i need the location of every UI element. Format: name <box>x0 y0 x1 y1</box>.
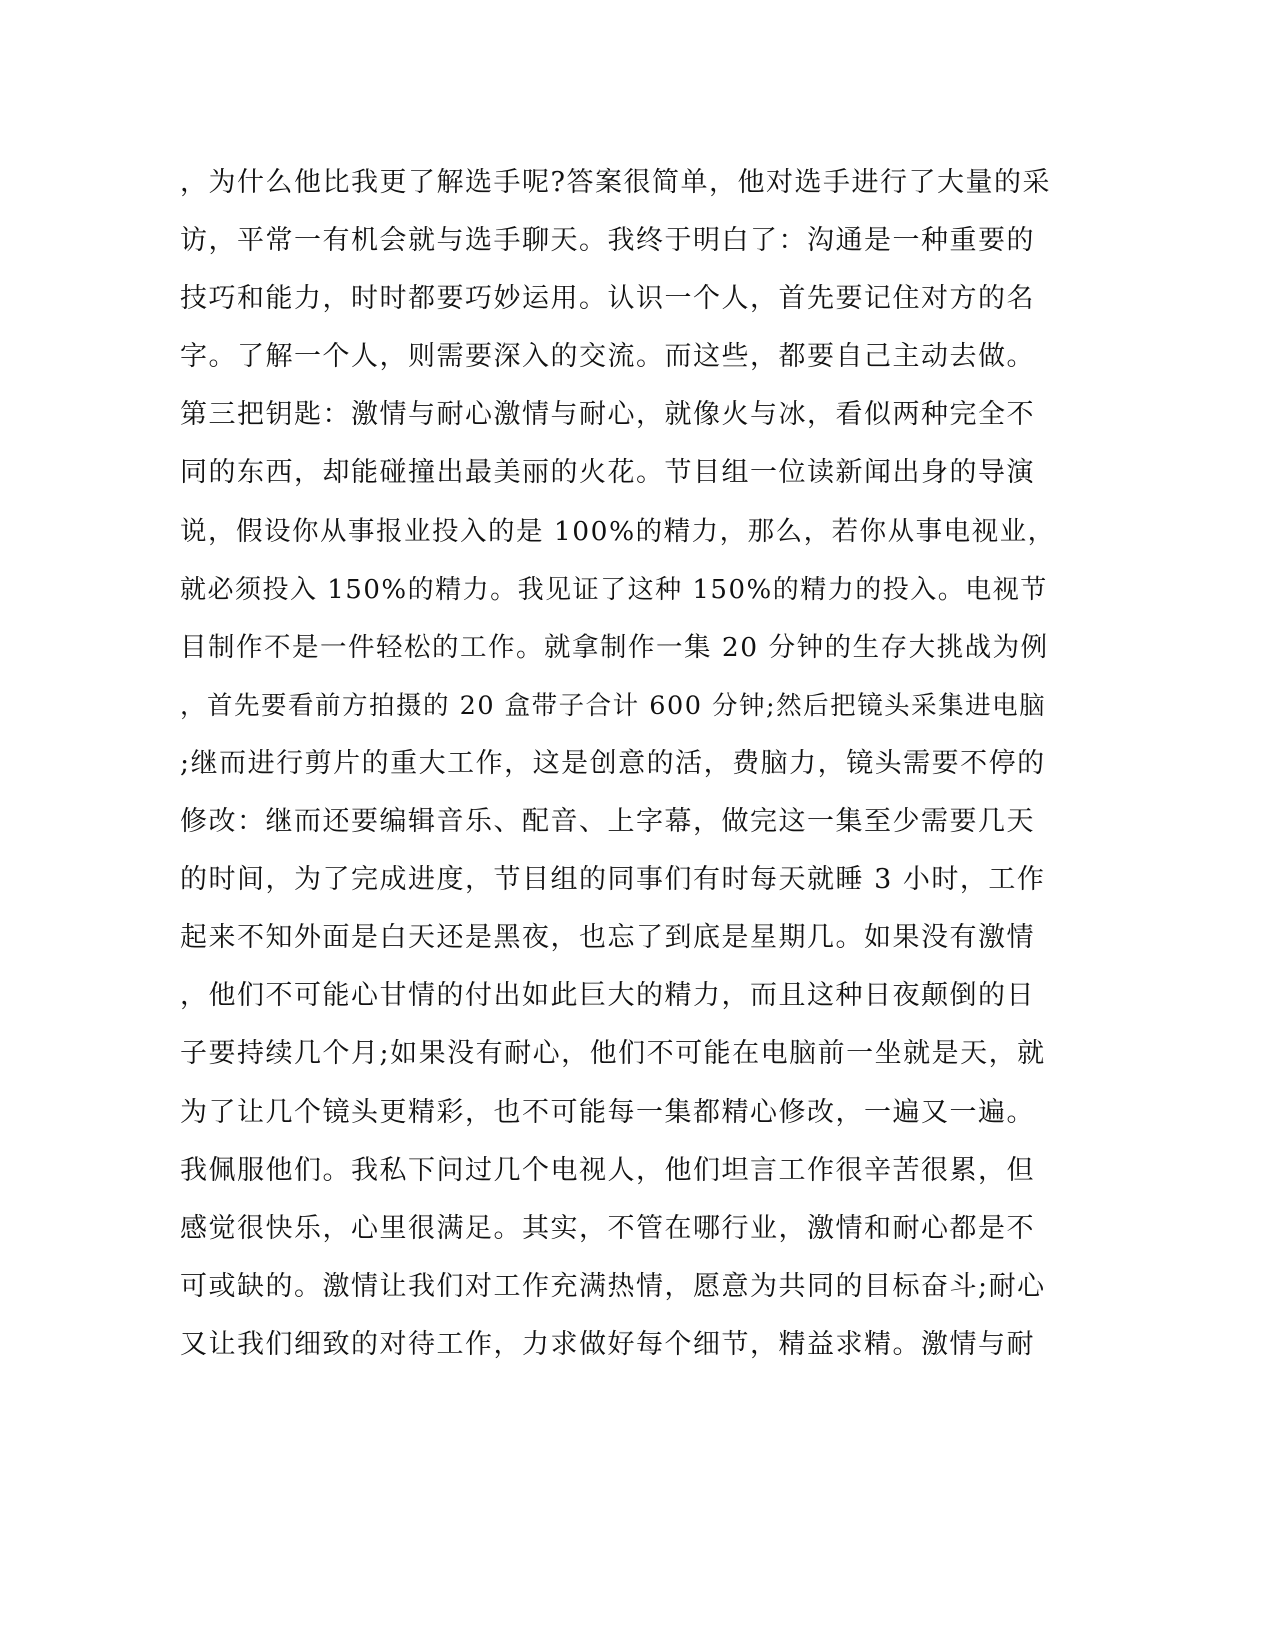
text-line: 字。了解一个人，则需要深入的交流。而这些，都要自己主动去做。 <box>180 341 1035 373</box>
text-line: 可或缺的。激情让我们对工作充满热情，愿意为共同的目标奋斗;耐心 <box>180 1270 1046 1302</box>
text-line: 第三把钥匙：激情与耐心激情与耐心，就像火与冰，看似两种完全不 <box>180 399 1035 431</box>
text-line: ;继而进行剪片的重大工作，这是创意的活，费脑力，镜头需要不停的 <box>180 747 1046 779</box>
text-line: 就必须投入 150%的精力。我见证了这种 150%的精力的投入。电视节 <box>180 574 1048 605</box>
text-line: ，他们不可能心甘情的付出如此巨大的精力，而且这种日夜颠倒的日 <box>180 980 1035 1012</box>
text-line: 技巧和能力，时时都要巧妙运用。认识一个人，首先要记住对方的名 <box>180 283 1035 315</box>
text-line: 为了让几个镜头更精彩，也不可能每一集都精心修改，一遍又一遍。 <box>180 1096 1035 1128</box>
text-line: 说，假设你从事报业投入的是 100%的精力，那么，若你从事电视业， <box>180 515 1056 547</box>
text-line: 子要持续几个月;如果没有耐心，他们不可能在电脑前一坐就是天，就 <box>180 1038 1046 1070</box>
text-line: 又让我们细致的对待工作，力求做好每个细节，精益求精。激情与耐 <box>180 1328 1035 1360</box>
text-line: ，为什么他比我更了解选手呢?答案很简单，他对选手进行了大量的采 <box>180 167 1051 198</box>
text-line: 感觉很快乐，心里很满足。其实，不管在哪行业，激情和耐心都是不 <box>180 1212 1035 1244</box>
text-line: ，首先要看前方拍摄的 20 盒带子合计 600 分钟;然后把镜头采集进电脑 <box>180 690 1047 721</box>
text-line: 我佩服他们。我私下问过几个电视人，他们坦言工作很辛苦很累，但 <box>180 1154 1035 1186</box>
text-line: 的时间，为了完成进度，节目组的同事们有时每天就睡 3 小时，工作 <box>180 864 1046 896</box>
text-line: 起来不知外面是白天还是黑夜，也忘了到底是星期几。如果没有激情 <box>180 922 1035 954</box>
text-line: 访，平常一有机会就与选手聊天。我终于明白了：沟通是一种重要的 <box>180 225 1035 257</box>
text-line: 修改：继而还要编辑音乐、配音、上字幕，做完这一集至少需要几天 <box>180 806 1035 838</box>
text-line: 同的东西，却能碰撞出最美丽的火花。节目组一位读新闻出身的导演 <box>180 457 1035 489</box>
text-line: 目制作不是一件轻松的工作。就拿制作一集 20 分钟的生存大挑战为例 <box>180 631 1049 663</box>
body-text <box>180 160 1060 1380</box>
